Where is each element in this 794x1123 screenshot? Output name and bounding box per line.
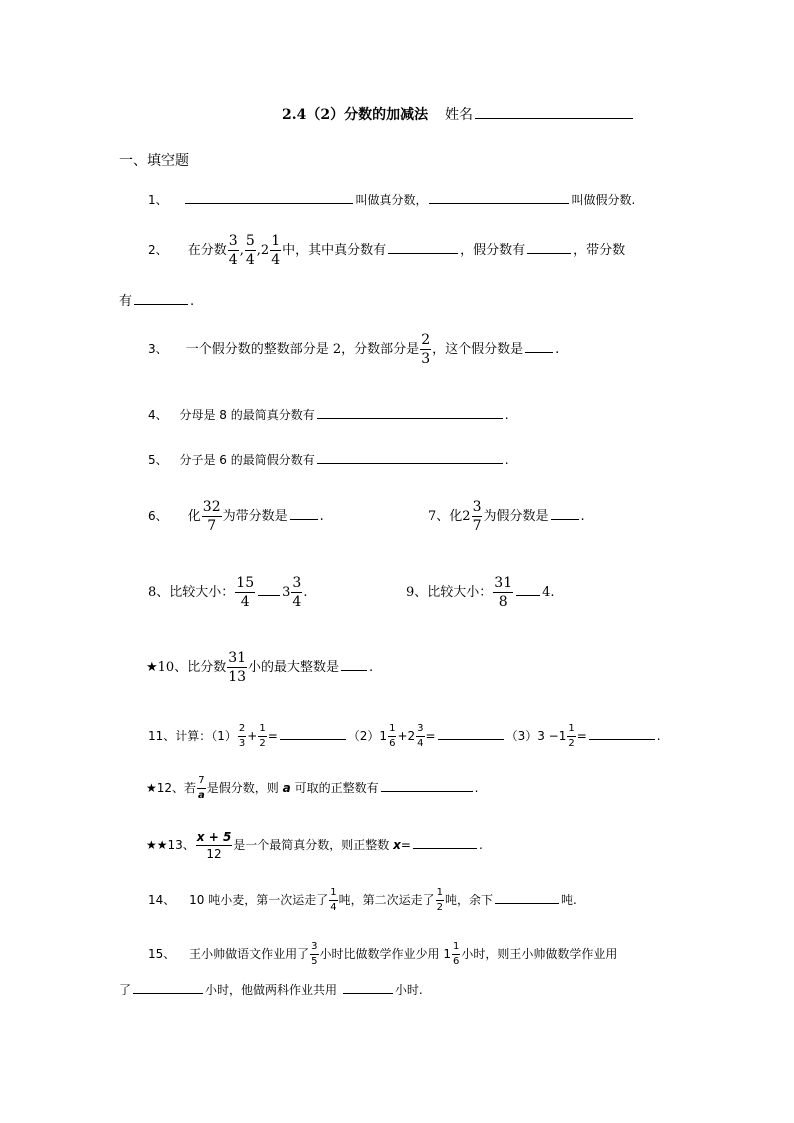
q12-text-2: 是假分数，则 bbox=[206, 781, 279, 795]
q1-text-2: 叫做假分数. bbox=[571, 193, 636, 207]
q2-text-1: 中，其中真分数有 bbox=[282, 243, 387, 258]
question-9: 9、比较大小： $\frac{31}{8}$ 4. bbox=[406, 575, 555, 610]
q13-text-1: 13、 bbox=[167, 838, 195, 852]
q2-number: 2、 bbox=[148, 243, 168, 257]
q15-text-2: 小时比做数学作业少用 bbox=[319, 947, 440, 961]
q5-number: 5、 bbox=[148, 453, 168, 467]
q2-blank-1[interactable] bbox=[388, 252, 458, 254]
q12-text-3: 可取的正整数有 bbox=[294, 781, 379, 795]
q13-blank[interactable] bbox=[413, 847, 477, 849]
q10-text-2: 小的最大整数是 bbox=[248, 660, 340, 675]
q3-fraction: $\frac{2}{3}$ bbox=[421, 332, 431, 367]
q2-fraction-2: $\frac{5}{4}$ bbox=[245, 233, 255, 268]
q1-number: 1、 bbox=[148, 193, 168, 207]
question-8: 8、比较大小： $\frac{15}{4}$ 3 $\frac{3}{4}$ . bbox=[148, 575, 308, 610]
q10-blank[interactable] bbox=[341, 669, 367, 671]
q4-blank[interactable] bbox=[317, 417, 503, 419]
q5-blank[interactable] bbox=[317, 462, 503, 464]
q9-blank[interactable] bbox=[516, 594, 540, 596]
q2-fraction-3: $\frac{1}{4}$ bbox=[271, 233, 281, 268]
question-11: 11、计算：（1） $\frac{2}{3}$ + $\frac{1}{2}$ = （2）1 $\frac{1}{6}$ +2 $\frac{3}{4}$ = （3）3 −1 $\frac{1}{2}$ = . bbox=[148, 723, 661, 749]
q12-blank[interactable] bbox=[381, 790, 473, 792]
q3-text-1: 一个假分数的整数部分是 2，分数部分是 bbox=[185, 342, 420, 357]
q4-number: 4、 bbox=[148, 408, 168, 422]
q14-number: 14、 bbox=[148, 893, 176, 907]
q2-text-2: ，假分数有 bbox=[460, 243, 526, 258]
question-13: ★★13、 $\frac{x + 5}{12}$ 是一个最简真分数，则正整数 x= . bbox=[146, 830, 483, 861]
q7-text-2: 为假分数是 bbox=[483, 509, 549, 524]
q9-fraction: $\frac{31}{8}$ bbox=[494, 575, 513, 610]
q11-label-3: （3）3 − bbox=[505, 729, 559, 743]
question-12: ★12、若 $\frac{7}{a}$ 是假分数，则 a 可取的正整数有 . bbox=[146, 775, 479, 801]
q3-blank[interactable] bbox=[525, 351, 553, 353]
question-2: 2、 在分数 $\frac{3}{4}$ , $\frac{5}{4}$ ,2 $\frac{1}{4}$ 中，其中真分数有 ，假分数有 ，带分数 bbox=[148, 233, 626, 268]
q9-text: 9、比较大小： bbox=[406, 585, 493, 600]
q2-text-3: ，带分数 bbox=[573, 243, 626, 258]
q15-blank-1[interactable] bbox=[133, 992, 203, 994]
q7-text-1: 7、化 bbox=[428, 509, 463, 524]
q1-blank-1[interactable] bbox=[185, 202, 353, 204]
title-text: 2.4（2）分数的加减法 bbox=[282, 107, 429, 123]
q6-text-2: 为带分数是 bbox=[222, 509, 288, 524]
name-label: 姓名 bbox=[444, 107, 473, 123]
q7-fraction: $\frac{3}{7}$ bbox=[472, 499, 482, 534]
question-15-cont: 了 小时，他做两科作业共用 小时. bbox=[119, 983, 423, 997]
section-heading: 一、填空题 bbox=[119, 153, 189, 169]
q2-blank-3[interactable] bbox=[134, 303, 188, 305]
q11-blank-3[interactable] bbox=[589, 738, 655, 740]
q2-mixed-whole: 2 bbox=[260, 243, 270, 258]
q8-fraction-1: $\frac{15}{4}$ bbox=[236, 575, 255, 610]
q10-fraction: $\frac{31}{13}$ bbox=[228, 650, 247, 685]
q15-blank-2[interactable] bbox=[343, 992, 393, 994]
q13-text-2: 是一个最简真分数，则正整数 bbox=[233, 838, 390, 852]
question-1 bbox=[148, 191, 635, 208]
q3-number: 3、 bbox=[148, 342, 168, 356]
q14-text-1: 10 吨小麦，第一次运走了 bbox=[189, 893, 329, 907]
star-icon: ★ bbox=[146, 781, 157, 795]
q2-text-pre: 在分数 bbox=[187, 243, 227, 258]
q12-text-1: 12、若 bbox=[156, 781, 197, 795]
q14-text-2: 吨，第二次运走了 bbox=[338, 893, 435, 907]
question-5: 5、 分子是 6 的最简假分数有 . bbox=[148, 453, 509, 467]
question-10: ★10、比分数 $\frac{31}{13}$ 小的最大整数是 . bbox=[146, 650, 374, 685]
q13-fraction: $\frac{x + 5}{12}$ bbox=[196, 830, 232, 861]
q6-text-1: 化 bbox=[187, 509, 201, 524]
question-14: 14、 10 吨小麦，第一次运走了 $\frac{1}{4}$ 吨，第二次运走了 $\frac{1}{2}$ 吨，余下 吨. bbox=[148, 887, 577, 913]
question-7: 7、化2 $\frac{3}{7}$ 为假分数是 . bbox=[428, 499, 585, 534]
q15-text-3: 小时，则王小帅做数学作业用 bbox=[461, 947, 618, 961]
q1-blank-2[interactable] bbox=[429, 202, 569, 204]
q2-fraction-1: $\frac{3}{4}$ bbox=[228, 233, 238, 268]
star-icon: ★ bbox=[146, 660, 158, 675]
q11-label-1: 11、计算：（1） bbox=[148, 729, 237, 743]
q15-text-1: 王小帅做语文作业用了 bbox=[189, 947, 310, 961]
q11-blank-1[interactable] bbox=[280, 738, 346, 740]
q8-fraction-2: $\frac{3}{4}$ bbox=[292, 575, 302, 610]
q4-text: 分母是 8 的最简真分数有 bbox=[179, 408, 315, 422]
q15-text-4: 小时，他做两科作业共用 bbox=[205, 983, 338, 997]
q12-fraction: $\frac{7}{a}$ bbox=[198, 775, 205, 801]
q1-text-1: 叫做真分数， bbox=[355, 193, 428, 207]
question-6: 6、 化 $\frac{32}{7}$ 为带分数是 . bbox=[148, 499, 324, 534]
question-2-cont: 有 . bbox=[119, 294, 195, 309]
q2-blank-2[interactable] bbox=[527, 252, 571, 254]
q14-text-3: 吨，余下 bbox=[444, 893, 493, 907]
page-title bbox=[282, 104, 635, 124]
q11-label-2: （2） bbox=[347, 729, 380, 743]
question-15: 15、 王小帅做语文作业用了 $\frac{3}{5}$ 小时比做数学作业少用 1 $\frac{1}{6}$ 小时，则王小帅做数学作业用 bbox=[148, 941, 618, 967]
q8-blank[interactable] bbox=[258, 594, 280, 596]
q6-number: 6、 bbox=[148, 509, 168, 523]
question-3: 3、 一个假分数的整数部分是 2，分数部分是 $\frac{2}{3}$ ，这个假分数是 . bbox=[148, 332, 560, 367]
q11-blank-2[interactable] bbox=[438, 738, 504, 740]
q8-text: 8、比较大小： bbox=[148, 585, 235, 600]
q6-fraction: $\frac{32}{7}$ bbox=[202, 499, 221, 534]
question-4: 4、 分母是 8 的最简真分数有 . bbox=[148, 408, 509, 422]
star-icon: ★★ bbox=[146, 838, 168, 852]
q6-blank[interactable] bbox=[290, 518, 318, 520]
q5-text: 分子是 6 的最简假分数有 bbox=[179, 453, 315, 467]
q15-number: 15、 bbox=[148, 947, 176, 961]
q14-blank[interactable] bbox=[495, 902, 559, 904]
q3-text-2: ，这个假分数是 bbox=[432, 342, 524, 357]
q7-blank[interactable] bbox=[551, 518, 579, 520]
name-field[interactable] bbox=[475, 117, 633, 119]
q10-text-1: 10、比分数 bbox=[157, 660, 227, 675]
